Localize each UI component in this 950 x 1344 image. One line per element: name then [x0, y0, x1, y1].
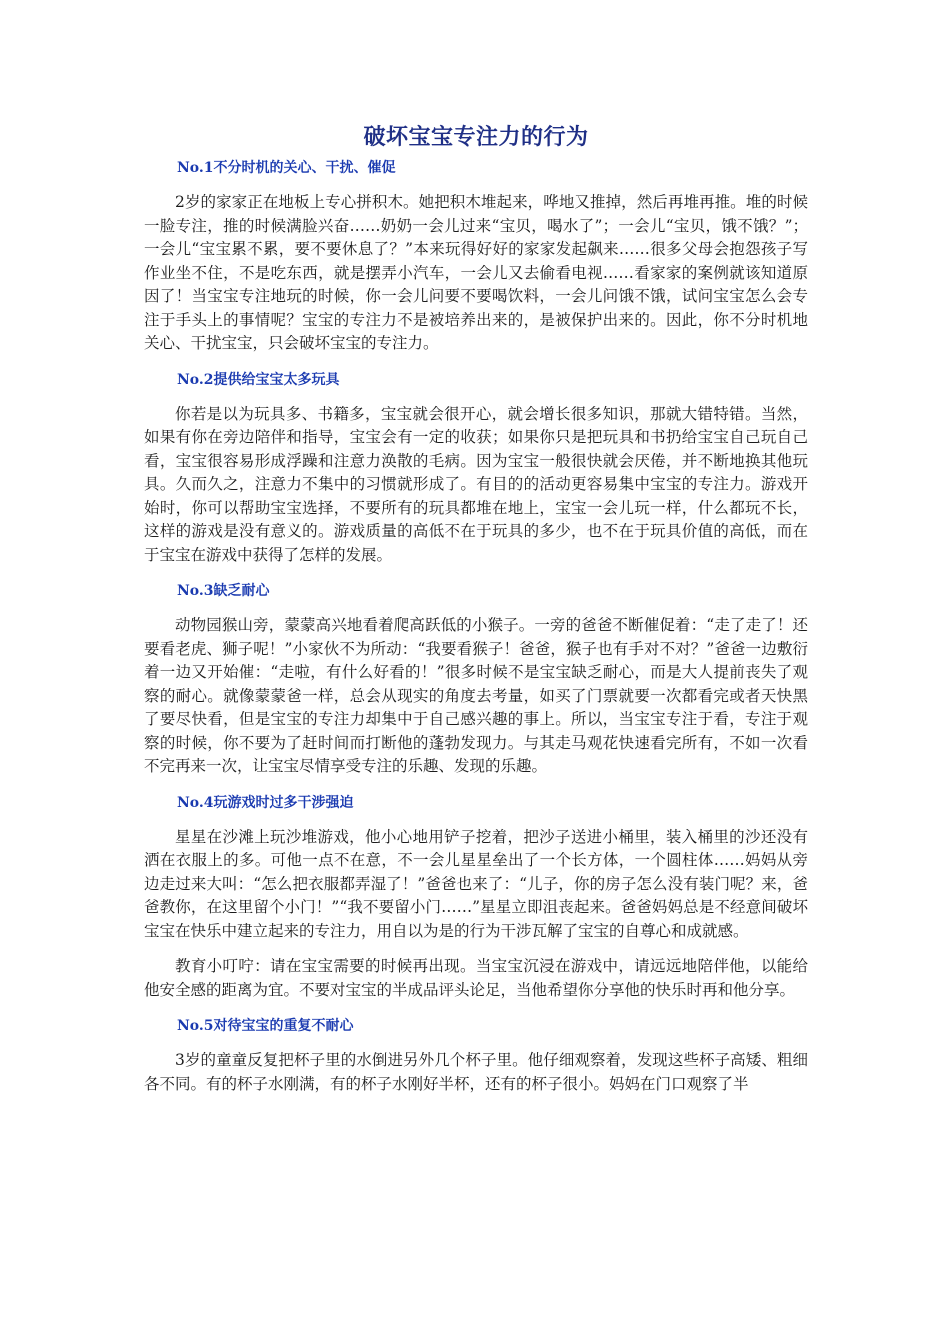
education-tip-paragraph: 教育小叮咛：请在宝宝需要的时候再出现。当宝宝沉浸在游戏中，请远远地陪伴他，以能给他安全感的距离为宜。不要对宝宝的半成品评头论足，当他希望你分享他的快乐时再和他分享。 [144, 957, 808, 999]
paragraph: 2岁的家家正在地板上专心拼积木。她把积木堆起来，哗地又推掉，然后再堆再推。堆的时候一脸专注，推的时候满脸兴奋……奶奶一会儿过来“宝贝，喝水了”；一会儿“宝贝，饿不饿？”；一会儿“宝宝累不累，要不要休息了？”本来玩得好好的家家发起飙来……很多父母会抱怨孩子写作业坐不住，不是吃东西，就是摆弄小汽车，一会儿又去偷看电视……看家家的案例就该知道原因了！当宝宝专注地玩的时候，你一会儿问要不要喝饮料，一会儿问饿不饿，试问宝宝怎么会专注于手头上的事情呢？宝宝的专注力不是被培养出来的，是被保护出来的。因此，你不分时机地关心、干扰宝宝，只会破坏宝宝的专注力。 [144, 193, 808, 352]
paragraph: 3岁的童童反复把杯子里的水倒进另外几个杯子里。他仔细观察着，发现这些杯子高矮、粗细各不同。有的杯子水刚满，有的杯子水刚好半杯，还有的杯子很小。妈妈在门口观察了半 [144, 1051, 808, 1093]
section-heading: No.4玩游戏时过多干涉强迫 [177, 794, 354, 811]
section-heading: No.1不分时机的关心、干扰、催促 [177, 160, 396, 176]
section-1 [144, 156, 808, 356]
document-body [144, 118, 808, 1096]
section-heading: No.5对待宝宝的重复不耐心 [177, 1018, 354, 1034]
paragraph: 你若是以为玩具多、书籍多，宝宝就会很开心，就会增长很多知识，那就大错特错。当然，如果有你在旁边陪伴和指导，宝宝会有一定的收获；如果你只是把玩具和书扔给宝宝自己玩自己看，宝宝很容易形成浮躁和注意力涣散的毛病。因为宝宝一般很快就会厌倦，并不断地换其他玩具。久而久之，注意力不集中的习惯就形成了。有目的的活动更容易集中宝宝的专注力。游戏开始时，你可以帮助宝宝选择，不要所有的玩具都堆在地上，宝宝一会儿玩一样，什么都玩不长，这样的游戏是没有意义的。游戏质量的高低不在于玩具的多少，也不在于玩具价值的高低，而在于宝宝在游戏中获得了怎样的发展。 [144, 404, 808, 564]
paragraph: 星星在沙滩上玩沙堆游戏，他小心地用铲子挖着，把沙子送进小桶里，装入桶里的沙还没有洒在衣服上的多。可他一点不在意，不一会儿星星垒出了一个长方体，一个圆柱体……妈妈从旁边走过来大叫：“怎么把衣服都弄湿了！”爸爸也来了：“儿子，你的房子怎么没有装门呢？来，爸爸教你，在这里留个小门！”“我不要留小门……”星星立即沮丧起来。爸爸妈妈总是不经意间破坏宝宝在快乐中建立起来的专注力，用自以为是的行为干涉瓦解了宝宝的自尊心和成就感。 [144, 827, 808, 940]
paragraph: 动物园猴山旁，蒙蒙高兴地看着爬高跃低的小猴子。一旁的爸爸不断催促着：“走了走了！还要看老虎、狮子呢！”小家伙不为所动：“我要看猴子！爸爸，猴子也有手对不对？”爸爸一边敷衍着一边又开始催：“走啦，有什么好看的！”很多时候不是宝宝缺乏耐心，而是大人提前丧失了观察的耐心。就像蒙蒙爸一样，总会从现实的角度去考量，如买了门票就要一次都看完或者天快黑了要尽快看，但是宝宝的专注力却集中于自己感兴趣的事上。所以，当宝宝专注于看，专注于观察的时候，你不要为了赶时间而打断他的蓬勃发现力。与其走马观花快速看完所有，不如一次看不完再来一次，让宝宝尽情享受专注的乐趣、发现的乐趣。 [144, 616, 808, 775]
section-3 [144, 579, 808, 779]
section-2 [144, 368, 808, 568]
section-heading: No.3缺乏耐心 [177, 583, 270, 599]
document-title: 破坏宝宝专注力的行为 [363, 124, 589, 150]
section-5 [144, 1014, 808, 1096]
section-heading: No.2提供给宝宝太多玩具 [177, 371, 340, 388]
section-4 [144, 791, 808, 1003]
